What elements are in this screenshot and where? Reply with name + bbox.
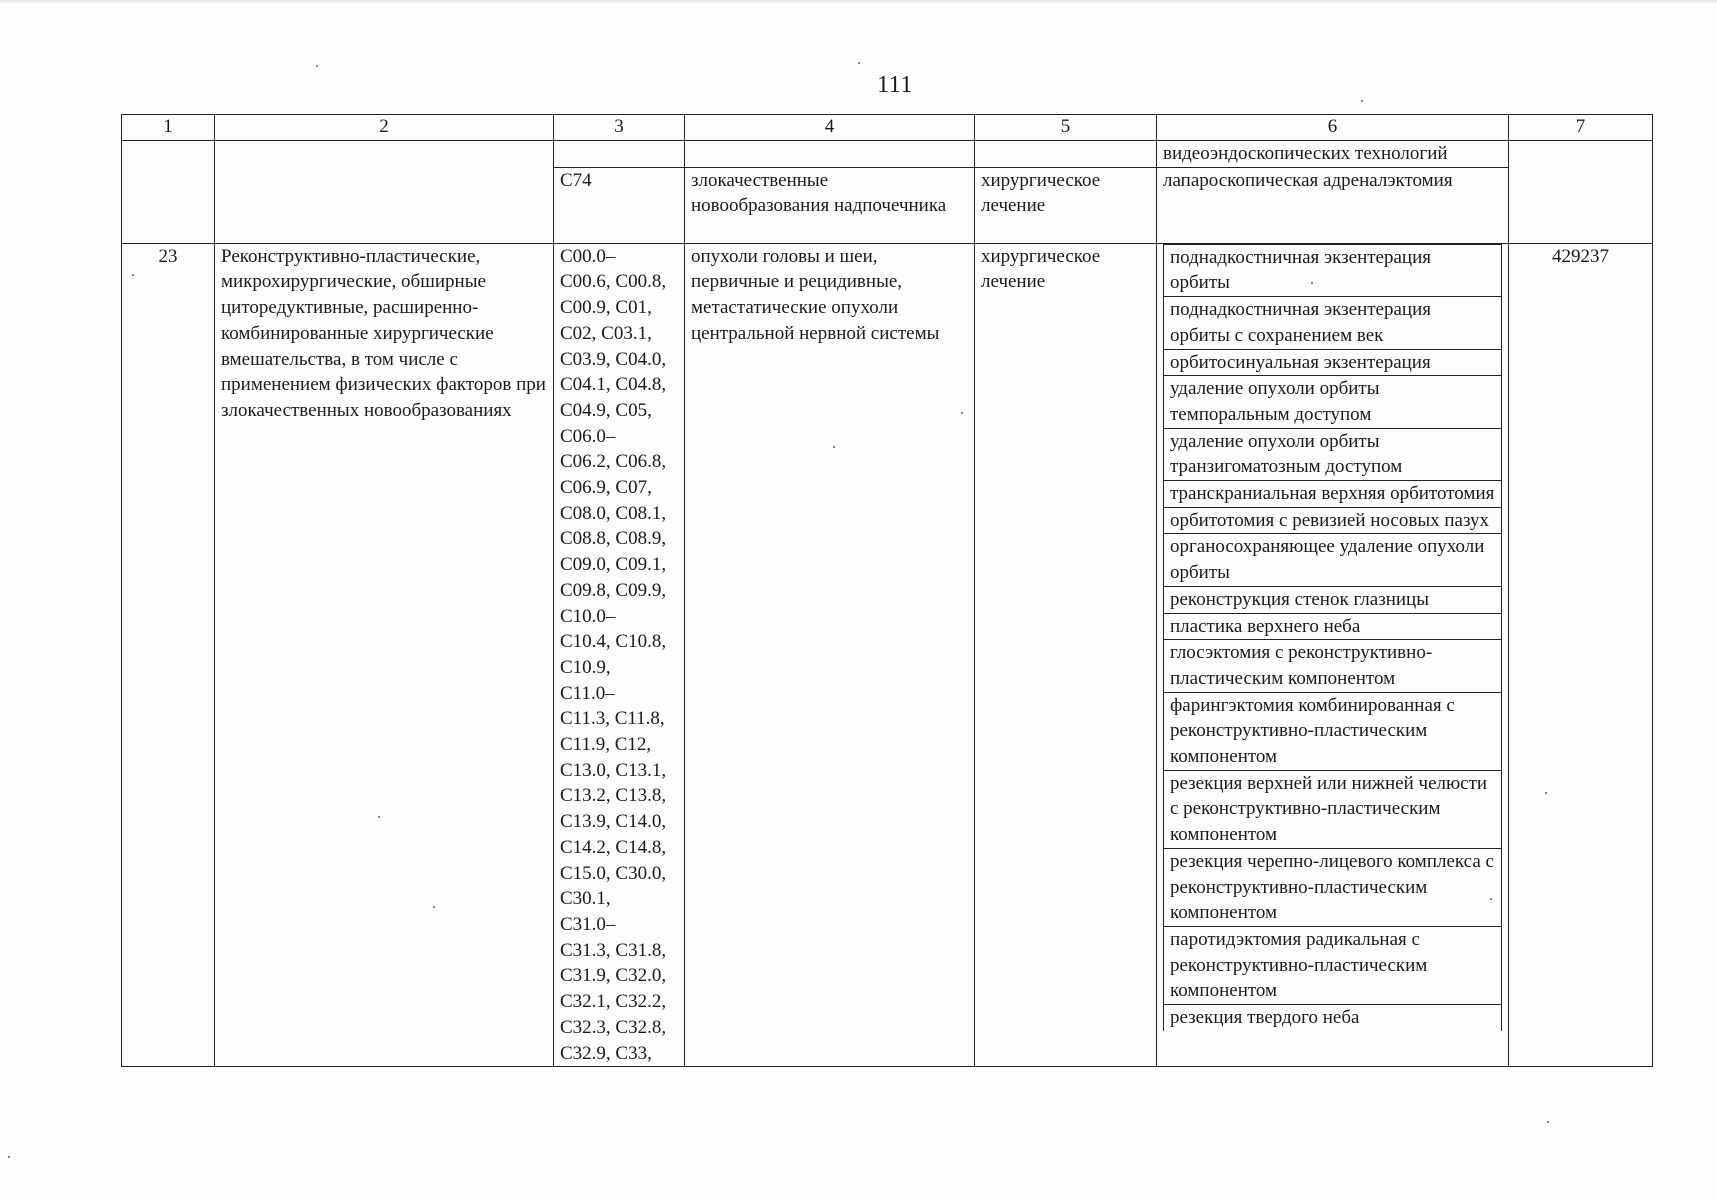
method-item: глосэктомия с реконструктивно-пластическим компонентом — [1164, 640, 1502, 692]
row-number: 23 — [122, 243, 215, 1067]
scan-speck — [1490, 898, 1492, 900]
method-item: поднадкостничная экзентерация орбиты — [1164, 244, 1502, 296]
scan-speck — [1311, 282, 1313, 284]
header-col-7: 7 — [1509, 115, 1653, 141]
method-item: транскраниальная верхняя орбитотомия — [1164, 481, 1502, 508]
scan-speck — [961, 412, 963, 414]
icd-code-line: C30.1, — [560, 888, 611, 910]
icd-code-line: C09.8, C09.9, — [560, 579, 667, 601]
scan-speck — [1547, 1121, 1549, 1123]
icd-code-line: C08.0, C08.1, — [560, 502, 667, 524]
scan-speck — [433, 906, 435, 908]
icd-code-line: C10.9, — [560, 656, 611, 678]
icd-code-line: C11.9, C12, — [560, 734, 652, 756]
cont-codes: C74 — [554, 167, 685, 243]
cont-diagnosis: злокачественные новообразования надпочечника — [685, 167, 975, 243]
method-item: орбитосинуальная экзентерация — [1164, 349, 1502, 376]
cont-cell-treat-empty — [975, 141, 1157, 168]
scan-speck — [1361, 100, 1363, 102]
icd-code-line: C04.9, C05, — [560, 399, 652, 421]
scan-speck — [316, 65, 318, 67]
icd-code-line: C00.9, C01, — [560, 297, 652, 319]
method-item: поднадкостничная экзентерация орбиты с сохранением век — [1164, 297, 1502, 349]
method-item: орбитотомия с ревизией носовых пазух — [1164, 507, 1502, 534]
icd-code-list — [560, 244, 678, 1067]
method-item: резекция верхней или нижней челюсти с реконструктивно-пластическим компонентом — [1164, 770, 1502, 848]
cont-cell-name — [215, 141, 554, 244]
page-number: 111 — [877, 72, 913, 98]
method-item: паротидэктомия радикальная с реконструктивно-пластическим компонентом — [1164, 926, 1502, 1004]
icd-code-line: C10.0– — [560, 605, 616, 627]
method-row — [1164, 244, 1502, 296]
icd-code-line: C06.2, C06.8, — [560, 451, 667, 473]
icd-code-line: C10.4, C10.8, — [560, 631, 667, 653]
icd-code-line: C14.2, C14.8, — [560, 836, 667, 858]
cont-cell-cost — [1509, 141, 1653, 244]
method-row — [1164, 507, 1502, 534]
icd-codes — [554, 243, 685, 1067]
cont-cell-num — [122, 141, 215, 244]
icd-code-line: C31.9, C32.0, — [560, 965, 667, 987]
scan-speck — [378, 816, 380, 818]
method-row — [1164, 1005, 1502, 1031]
header-col-2: 2 — [215, 115, 554, 141]
icd-code-line: C13.9, C14.0, — [560, 811, 667, 833]
method-item: удаление опухоли орбиты транзигоматозным доступом — [1164, 428, 1502, 480]
cost: 429237 — [1509, 243, 1653, 1067]
methods-list — [1163, 244, 1502, 1031]
cont-treatment: хирургическое лечение — [975, 167, 1157, 243]
icd-code-line: C06.9, C07, — [560, 477, 652, 499]
procedures-table — [121, 114, 1653, 1067]
icd-code-line: C09.0, C09.1, — [560, 554, 667, 576]
continuation-row-a — [122, 141, 1653, 168]
icd-code-line: C11.3, C11.8, — [560, 708, 665, 730]
header-col-6: 6 — [1157, 115, 1509, 141]
method-item: фарингэктомия комбинированная с реконструктивно-пластическим компонентом — [1164, 692, 1502, 770]
method-row — [1164, 848, 1502, 926]
diagnosis: опухоли головы и шеи, первичные и рецидивные, метастатические опухоли центральной нервной системы — [685, 243, 975, 1067]
icd-code-line: C13.0, C13.1, — [560, 759, 667, 781]
intervention-group: Реконструктивно-пластические, микрохирургические, обширные циторедуктивные, расширенно-комбинированные хирургические вмешательства, в том числе с применением физических факторов при злокачественных новообразованиях — [215, 243, 554, 1067]
treatment-type: хирургическое лечение — [975, 243, 1157, 1067]
icd-code-line: C31.0– — [560, 913, 616, 935]
method-row — [1164, 926, 1502, 1004]
method-row — [1164, 428, 1502, 480]
scan-speck — [1545, 792, 1547, 794]
icd-code-line: C32.1, C32.2, — [560, 991, 667, 1013]
methods-cell — [1157, 243, 1509, 1067]
icd-code-line: C00.6, C00.8, — [560, 271, 667, 293]
scan-speck — [833, 446, 835, 448]
icd-code-line: C02, C03.1, — [560, 322, 652, 344]
method-item: пластика верхнего неба — [1164, 613, 1502, 640]
cont-method-tail: видеоэндоскопических технологий — [1157, 141, 1509, 168]
header-col-3: 3 — [554, 115, 685, 141]
header-row — [122, 115, 1653, 141]
scan-edge — [0, 0, 1717, 4]
method-item: реконструкция стенок глазницы — [1164, 586, 1502, 613]
method-row — [1164, 586, 1502, 613]
method-row — [1164, 640, 1502, 692]
method-row — [1164, 297, 1502, 349]
icd-code-line: C31.3, C31.8, — [560, 939, 667, 961]
header-col-1: 1 — [122, 115, 215, 141]
icd-code-line: C32.3, C32.8, — [560, 1016, 667, 1038]
cont-cell-diag-empty — [685, 141, 975, 168]
icd-code-line: C00.0– — [560, 245, 616, 267]
scan-speck — [858, 62, 860, 64]
icd-code-line: C11.0– — [560, 682, 615, 704]
icd-code-line: C03.9, C04.0, — [560, 348, 667, 370]
method-row — [1164, 481, 1502, 508]
header-col-4: 4 — [685, 115, 975, 141]
row-23 — [122, 243, 1653, 1067]
method-row — [1164, 534, 1502, 586]
method-row — [1164, 692, 1502, 770]
icd-code-line: C13.2, C13.8, — [560, 785, 667, 807]
header-col-5: 5 — [975, 115, 1157, 141]
method-row — [1164, 770, 1502, 848]
method-row — [1164, 613, 1502, 640]
method-item: удаление опухоли орбиты темпоральным доступом — [1164, 376, 1502, 428]
method-item: резекция твердого неба — [1164, 1005, 1502, 1031]
icd-code-line: C04.1, C04.8, — [560, 374, 667, 396]
scan-speck — [132, 274, 134, 276]
icd-code-line: C15.0, C30.0, — [560, 862, 667, 884]
cont-method: лапароскопическая адреналэктомия — [1157, 167, 1509, 243]
method-row — [1164, 349, 1502, 376]
method-row — [1164, 376, 1502, 428]
method-item: органосохраняющее удаление опухоли орбиты — [1164, 534, 1502, 586]
cont-cell-codes-empty — [554, 141, 685, 168]
icd-code-line: C06.0– — [560, 425, 616, 447]
icd-code-line: C08.8, C08.9, — [560, 528, 667, 550]
method-item: резекция черепно-лицевого комплекса с реконструктивно-пластическим компонентом — [1164, 848, 1502, 926]
icd-code-line: C32.9, C33, — [560, 1042, 652, 1064]
scan-speck — [8, 1156, 10, 1158]
